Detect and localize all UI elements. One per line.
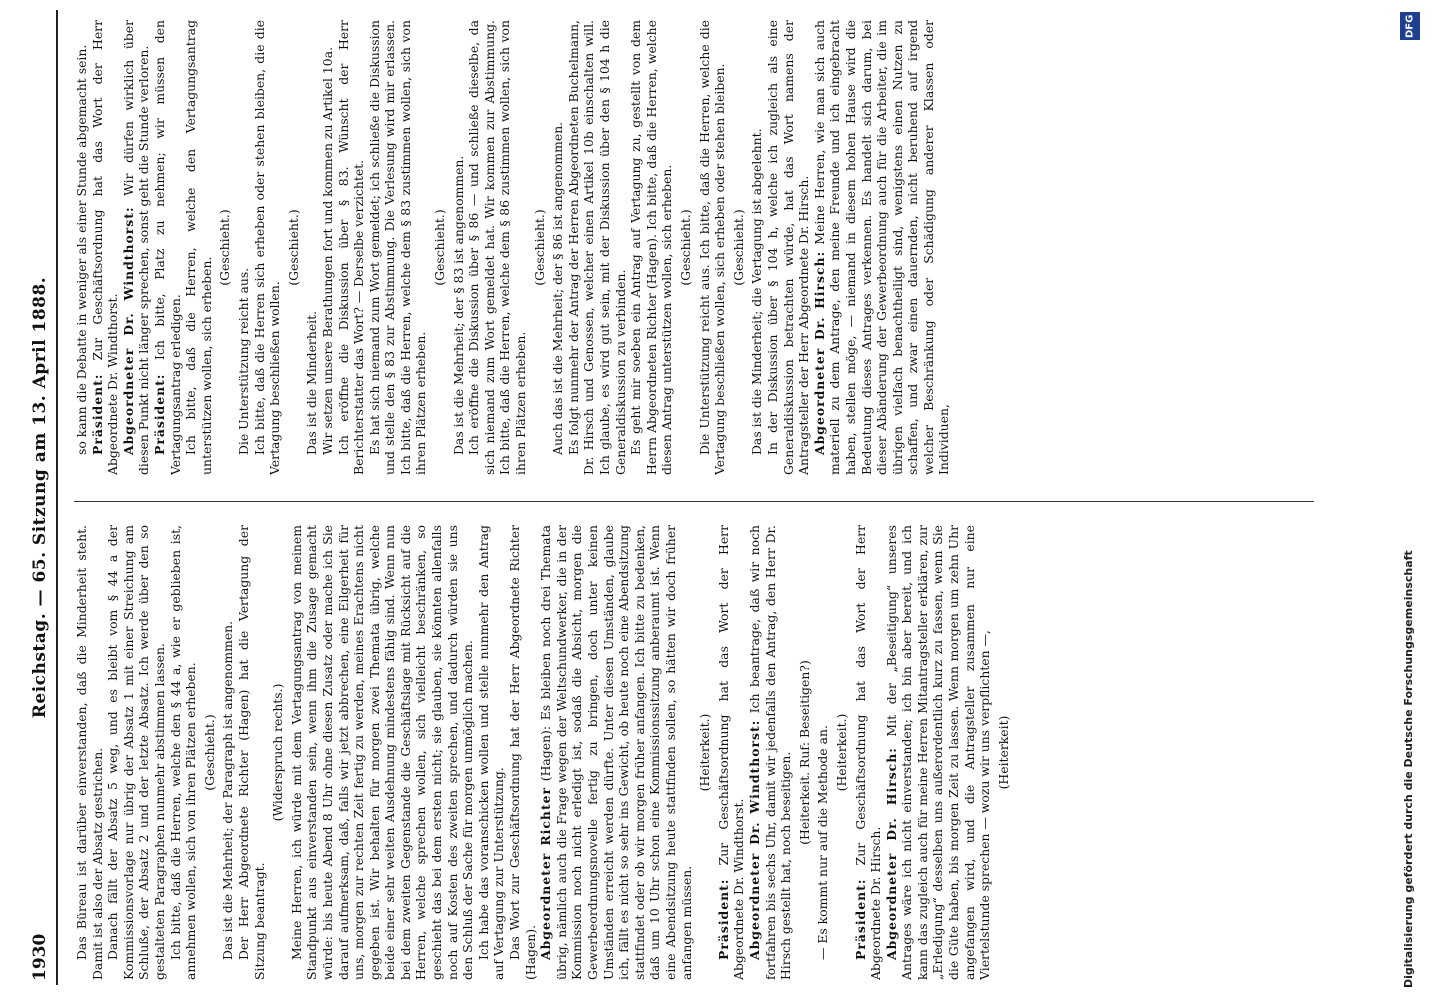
paragraph-text: Es geht mir soeben ein Antrag auf Vertagung zu, gestellt von dem Herrn Abgeordneten Richter (Hagen). Ich bitte, daß die Herren, welche diesen Antrag unterstützen wollen, sich erheben. bbox=[628, 20, 675, 475]
paragraph-text: Danach fällt der Absatz 5 weg, und es bleibt vom § 44 a der Kommissionsvorlage nur übrig der Absatz 1 mit einer Streichung am Schluße, der Absatz 2 und der letzte Absatz. Ich werde über den so gestalteten Paragraphen nunmehr abstimmen lassen. bbox=[105, 525, 167, 980]
paragraph-text: Ich bitte, daß die Herren, welche den § 44 a, wie er geblieben ist, annehmen wollen, sich von ihren Plätzen erheben. bbox=[167, 525, 199, 980]
paragraph-text: Ich beantrage, daß wir noch fortfahren bis sechs Uhr, damit wir jedenfalls den Antrag, den Herr Dr. Hirsch gestellt hat, noch beseitigen. bbox=[746, 525, 794, 980]
paragraph bbox=[121, 20, 152, 475]
speaker-name: Präsident: bbox=[89, 373, 105, 455]
paragraph bbox=[304, 20, 320, 475]
speaker-name: Abgeordneter Richter bbox=[538, 786, 554, 960]
digitization-sidebar bbox=[1392, 0, 1432, 1000]
stage-direction bbox=[202, 525, 218, 980]
paragraph-text: (Widerspruch rechts.) bbox=[270, 683, 286, 822]
paragraph bbox=[220, 525, 236, 980]
paragraph bbox=[538, 525, 694, 980]
paragraph bbox=[749, 20, 765, 475]
paragraph-text: Das ist die Mehrheit; der Paragraph ist angenommen. bbox=[220, 620, 236, 960]
paragraph-text: Der Herr Abgeordnete Richter (Hagen) hat die Vertagung der Sitzung beantragt. bbox=[235, 525, 267, 980]
paragraph bbox=[451, 20, 467, 475]
paragraph-text: (Geschieht.) bbox=[285, 209, 301, 286]
paragraph-text: In der Diskussion über § 104 h, welche ich zugleich als eine Generaldiskussion betrachten würde, hat das Wort namens der Antragsteller der Herr Abgeordnete Dr. Hirsch. bbox=[764, 20, 812, 475]
paragraph-text: Meine Herren, wie man sich auch materiell zu dem Antrage, den meine Freunde und ich eingebracht haben, stellen möge, — niemand in diesem hohen Hause wird die Bedeutung dieses Antrages verkennen. Es handelt sich darum, bei dieser Abänderung der Gewerbeordnung auch für die Arbeiter, die im übrigen vielfach benachtheiligt sind, wenigstens einen Nutzen zu schaffen, und zwar einen dauernden, nicht beruhend auf irgend welcher Beschränkung oder Schädigung anderer Klassen oder Individuen, bbox=[811, 20, 952, 475]
paragraph-text: (Heiterkeit.) bbox=[833, 713, 849, 792]
paragraph-text: Meine Herren, ich würde mit dem Vertagungsantrag von meinem Standpunkt aus einverstanden sein, wenn ihm die Zusage gemacht würde: bis heute Abend 8 Uhr ohne diesen Zusatz oder mache ich Sie darauf aufmerksam, daß, falls wir jetzt abbrechen, eine Eilgerheit für uns, morgen zur rechten Zeit fertig zu werden, meines Erachtens nicht gegeben ist. Wir behalten für morgen zwei Themata übrig, welche beide einer sehr weiten Ausdehnung mindestens fähig sind. Wenn nun bei dem zweiten Gegenstande die Geschäftslage mit Rücksicht auf die Herren, welche sprechen wollen, sich vielleicht beschränken, so geschieht das bei dem ersten nicht; sie glauben, sie könnten allenfalls noch auf Kosten des zweiten sprechen, und dadurch würden sie uns den Schluß der Sache für morgen unmöglich machen. bbox=[288, 525, 476, 980]
speaker-name: Präsident: bbox=[151, 373, 167, 455]
paragraph bbox=[747, 525, 794, 980]
paragraph bbox=[289, 525, 476, 980]
text-columns bbox=[74, 20, 1314, 980]
paragraph-text: Zur Geschäftsordnung hat das Wort der Herr Abgeordnete Dr. Windthorst. bbox=[89, 20, 121, 475]
paragraph-text: Das ist die Minderheit. bbox=[304, 310, 320, 455]
paragraph bbox=[236, 20, 252, 475]
paragraph-text: Das ist die Minderheit; die Vertagung ist abgelehnt. bbox=[749, 128, 765, 455]
paragraph bbox=[90, 20, 121, 475]
stage-direction bbox=[270, 525, 286, 980]
dfg-funding-note: Digitalisierung gefördert durch die Deutsche Forschungsgemeinschaft bbox=[1402, 550, 1415, 988]
paragraph bbox=[765, 20, 812, 475]
paragraph-text: Die Unterstützung reicht aus. bbox=[235, 267, 251, 455]
stage-direction bbox=[731, 20, 747, 475]
speaker-name: Abgeordneter Dr. Hirsch: bbox=[883, 747, 899, 960]
paragraph-text: Mit der „Beseitigung“ unseres Antrages wäre ich nicht einverstanden; ich bin aber bereit, und ich kann das zugleich auch für meine Herren Mitantragsteller erklären, zur „Erledigung“ desselben uns außerordentlich kurz zu fassen, wenn Sie die Güte haben, bis morgen Zeit zu lassen. Wenn morgen um zehn Uhr angefangen wird, und die Antragsteller zusammen nur eine Viertelstunde sprechen — wozu wir uns verpflichten —, bbox=[883, 525, 993, 980]
stage-direction bbox=[697, 525, 713, 980]
paragraph bbox=[336, 20, 367, 475]
paragraph-text: (Geschieht.) bbox=[730, 209, 746, 286]
paragraph-text: (Hagen): Es bleiben noch drei Themata übrig, nämlich auch die Frage wegen der Weltschundwerker, die in der Kommission noch nicht erledigt ist, sodaß die Absicht, morgen die Gewerbeordnungsnovelle fertig zu bringen, doch unter keinen Umständen erreicht werden dürfte. Unter diesen Umständen, glaube ich, fällt es nicht so sehr ins Gewicht, ob heute noch eine Abendsitzung stattfindet oder ob wir morgen früher anfangen. Ich bitte zu bedenken, daß um 10 Uhr schon eine Kommissionssitzung anberaumt ist. Wenn eine Abendsitzung heute stattfinden sollen, so hätten wir doch früher anfangen müssen. bbox=[538, 525, 694, 980]
speaker-name: Abgeordneter Dr. Hirsch: bbox=[811, 250, 827, 455]
paragraph-text: so kann die Debatte in weniger als einer Stunde abgemacht sein. bbox=[74, 44, 89, 455]
paragraph-text: (Geschieht.) bbox=[531, 209, 547, 286]
paragraph-text: Ich eröffne die Diskussion über § 83. Wünscht der Herr Berichterstatter das Wort? — Derselbe verzichtet. bbox=[335, 20, 367, 475]
paragraph-text: Es hat sich niemand zum Wort gemeldet; ich schließe die Diskussion und stelle den § 83 zur Abstimmung. Die Verlesung wird mir erlassen. Ich bitte, daß die Herren, welche dem § 83 zustimmen wollen, sich von ihren Plätzen erheben. bbox=[366, 20, 429, 475]
paragraph-text: Das Wort zur Geschäftsordnung hat der Herr Abgeordnete Richter (Hagen). bbox=[507, 525, 538, 980]
paragraph-text: (Heiterkeit.) bbox=[697, 713, 713, 792]
paragraph bbox=[236, 525, 267, 980]
paragraph-text: (Geschieht.) bbox=[217, 209, 233, 286]
paragraph-text: Wir setzen unsere Berathungen fort und kommen zu Artikel 10a. bbox=[319, 46, 335, 455]
paragraph bbox=[74, 20, 90, 475]
stage-direction bbox=[834, 525, 850, 980]
dfg-logo: DFG bbox=[1400, 12, 1420, 40]
paragraph-text: Ich bitte, Platz zu nehmen; wir müssen den Vertagungsantrag erledigen. bbox=[151, 20, 183, 475]
paragraph-text: (Heiterkeit. Ruf: Beseitigen?) bbox=[796, 660, 812, 845]
paragraph-text: — Es kommt nur auf die Methode an. bbox=[815, 725, 831, 960]
paragraph bbox=[476, 525, 507, 980]
paragraph bbox=[566, 20, 628, 475]
stage-direction bbox=[286, 20, 302, 475]
paragraph-text: Ich bitte, daß die Herren sich erheben oder stehen bleiben, die die Vertagung beschließen wollen. bbox=[251, 20, 283, 475]
column-divider bbox=[74, 501, 1314, 502]
paragraph bbox=[815, 525, 831, 980]
paragraph-text: Auch das ist die Mehrheit; der § 86 ist angenommen. bbox=[550, 121, 566, 455]
stage-direction bbox=[996, 525, 1012, 980]
paragraph-text: Das Büreau ist darüber einverstanden, daß die Minderheit steht. Damit ist also der Absatz gestrichen. bbox=[74, 525, 105, 980]
paragraph-text: Ich bitte, daß die Herren, welche den Vertagungsantrag unterstützen wollen, sich erheben. bbox=[183, 20, 214, 475]
speaker-name: Präsident: bbox=[852, 878, 868, 960]
page-header bbox=[20, 10, 58, 985]
paragraph bbox=[367, 20, 429, 475]
speaker-name: Abgeordneter Dr. Windthorst: bbox=[746, 719, 762, 960]
speaker-name: Präsident: bbox=[715, 878, 731, 960]
paragraph bbox=[550, 20, 566, 475]
paragraph-text: Wir dürfen wirklich über diesen Punkt nicht länger sprechen, sonst geht die Stunde verloren. bbox=[120, 20, 152, 475]
paragraph bbox=[105, 525, 167, 980]
stage-direction bbox=[432, 20, 448, 475]
paragraph bbox=[466, 20, 528, 475]
paragraph-text: Ich eröffne die Diskussion über § 86 — und schließe dieselbe, da sich niemand zum Wort gemeldet hat. Wir kommen zur Abstimmung. Ich bitte, daß die Herren, welche dem § 86 zustimmen wollen, sich von ihren Plätzen erheben. bbox=[466, 20, 529, 475]
paragraph bbox=[74, 525, 105, 980]
paragraph bbox=[152, 20, 183, 475]
stage-direction bbox=[217, 20, 233, 475]
paragraph-text: (Geschieht.) bbox=[201, 714, 217, 791]
paragraph bbox=[252, 20, 283, 475]
paragraph bbox=[183, 20, 214, 475]
paragraph-text: Ich habe das voranschicken wollen und stelle nunmehr den Antrag auf Vertagung zur Unterstützung. bbox=[475, 525, 507, 980]
paragraph bbox=[507, 525, 538, 980]
paragraph bbox=[716, 525, 747, 980]
right-column bbox=[74, 20, 1314, 475]
paragraph-text: Zur Geschäftsordnung hat das Wort der Herr Abgeordnete Dr. Hirsch. bbox=[852, 525, 884, 980]
paragraph bbox=[884, 525, 993, 980]
paragraph-text: Die Unterstützung reicht aus. Ich bitte, daß die Herren, welche die Vertagung beschließen wollen, sich erheben oder stehen bleiben. bbox=[696, 20, 728, 475]
left-column bbox=[74, 525, 1314, 980]
paragraph-text: Es folgt nunmehr der Antrag der Herren Abgeordneten Buchelmann, Dr. Hirsch und Genossen, welcher einen Artikel 10b einschalten will. Ich glaube, es wird gut sein, mit der Diskussion über den § 104 h die Generaldiskussion zu verbinden. bbox=[565, 20, 628, 475]
paragraph bbox=[168, 525, 199, 980]
paragraph-text: Das ist die Mehrheit; der § 83 ist angenommen. bbox=[450, 155, 466, 455]
speaker-name: Abgeordneter Dr. Windthorst: bbox=[120, 206, 136, 455]
stage-direction bbox=[797, 525, 813, 980]
page-title: Reichstag. — 65. Sitzung am 13. April 1888. bbox=[30, 276, 50, 719]
paragraph bbox=[853, 525, 884, 980]
paragraph-text: (Geschieht.) bbox=[677, 209, 693, 286]
paragraph bbox=[697, 20, 728, 475]
paragraph bbox=[320, 20, 336, 475]
paragraph-text: Zur Geschäftsordnung hat das Wort der Herr Abgeordnete Dr. Windthorst. bbox=[715, 525, 747, 980]
paragraph-text: (Heiterkeit) bbox=[995, 715, 1011, 790]
stage-direction bbox=[532, 20, 548, 475]
paragraph bbox=[812, 20, 952, 475]
stage-direction bbox=[678, 20, 694, 475]
page-number: 1930 bbox=[30, 933, 50, 981]
paragraph-text: (Geschieht.) bbox=[432, 209, 448, 286]
paragraph bbox=[628, 20, 675, 475]
